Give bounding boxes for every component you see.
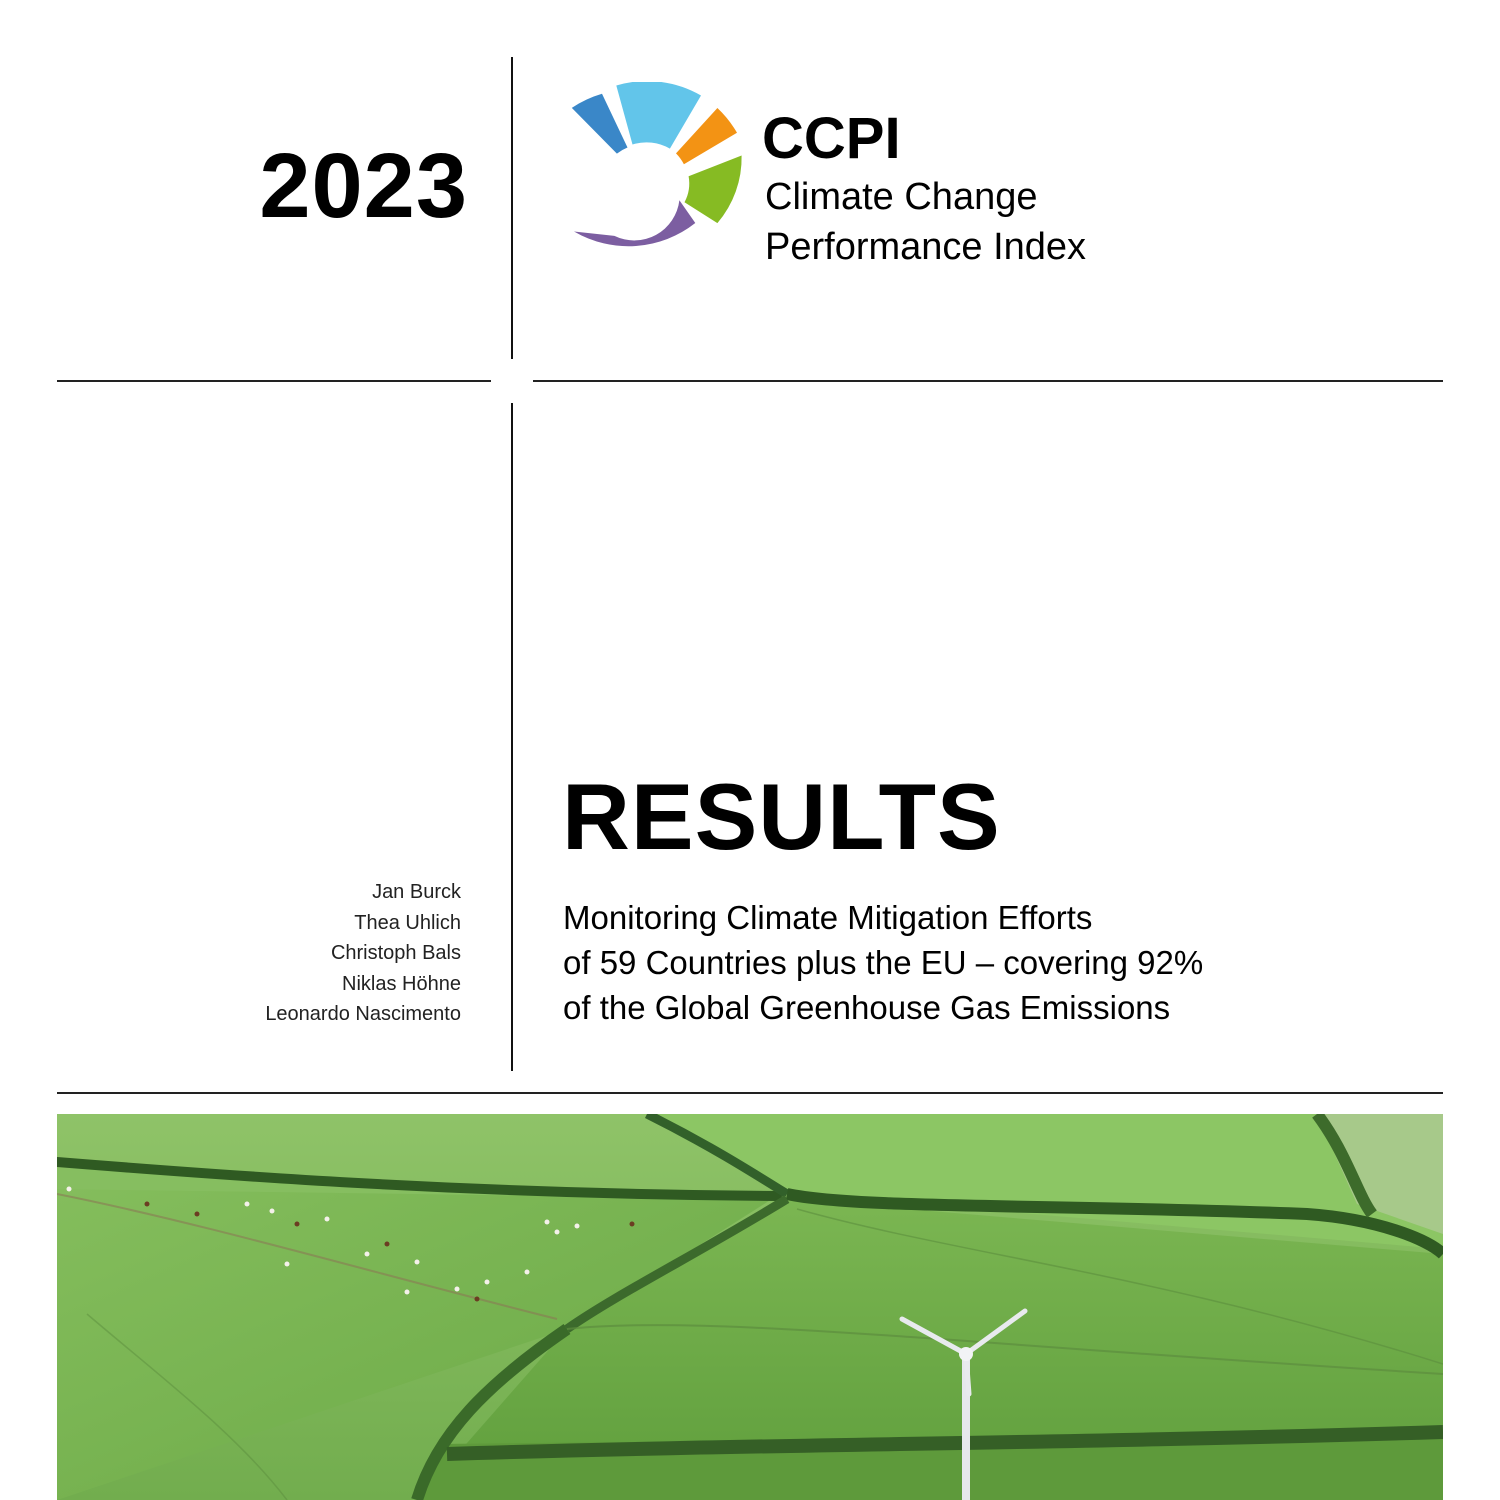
subtitle-line-1: Monitoring Climate Mitigation Efforts bbox=[563, 899, 1093, 936]
lower-horizontal-rule bbox=[57, 1092, 1443, 1094]
author-name: Jan Burck bbox=[372, 881, 461, 903]
report-title: RESULTS bbox=[562, 764, 1001, 869]
author-name: Christoph Bals bbox=[330, 942, 461, 964]
subtitle-line-3: of the Global Greenhouse Gas Emissions bbox=[563, 989, 1171, 1026]
upper-left-horizontal-rule bbox=[57, 380, 491, 382]
brand-name-line1: Climate Change bbox=[765, 176, 1038, 218]
author-name: Niklas Höhne bbox=[342, 972, 461, 995]
brand-abbreviation: CCPI bbox=[762, 106, 901, 171]
author-name: Thea Uhlich bbox=[354, 911, 461, 934]
upper-right-horizontal-rule bbox=[533, 380, 1443, 382]
aerial-fields-wind-turbine-photo bbox=[57, 1114, 1443, 1500]
middle-vertical-divider bbox=[511, 403, 513, 1071]
logo-segment-purple bbox=[574, 200, 695, 246]
brand-name-line2: Performance Index bbox=[765, 226, 1087, 268]
ccpi-ring-logo-icon bbox=[562, 82, 762, 297]
author-list bbox=[60, 877, 461, 1030]
logo-segment-blue bbox=[572, 94, 628, 154]
report-subtitle bbox=[563, 895, 1443, 1030]
logo-segment-light-blue bbox=[616, 82, 701, 149]
logo-segment-green bbox=[685, 156, 742, 224]
top-vertical-divider bbox=[511, 57, 513, 359]
report-year: 2023 bbox=[259, 135, 468, 237]
author-name: Leonardo Nascimento bbox=[265, 1003, 461, 1025]
subtitle-line-2: of 59 Countries plus the EU – covering 92% bbox=[563, 944, 1204, 981]
